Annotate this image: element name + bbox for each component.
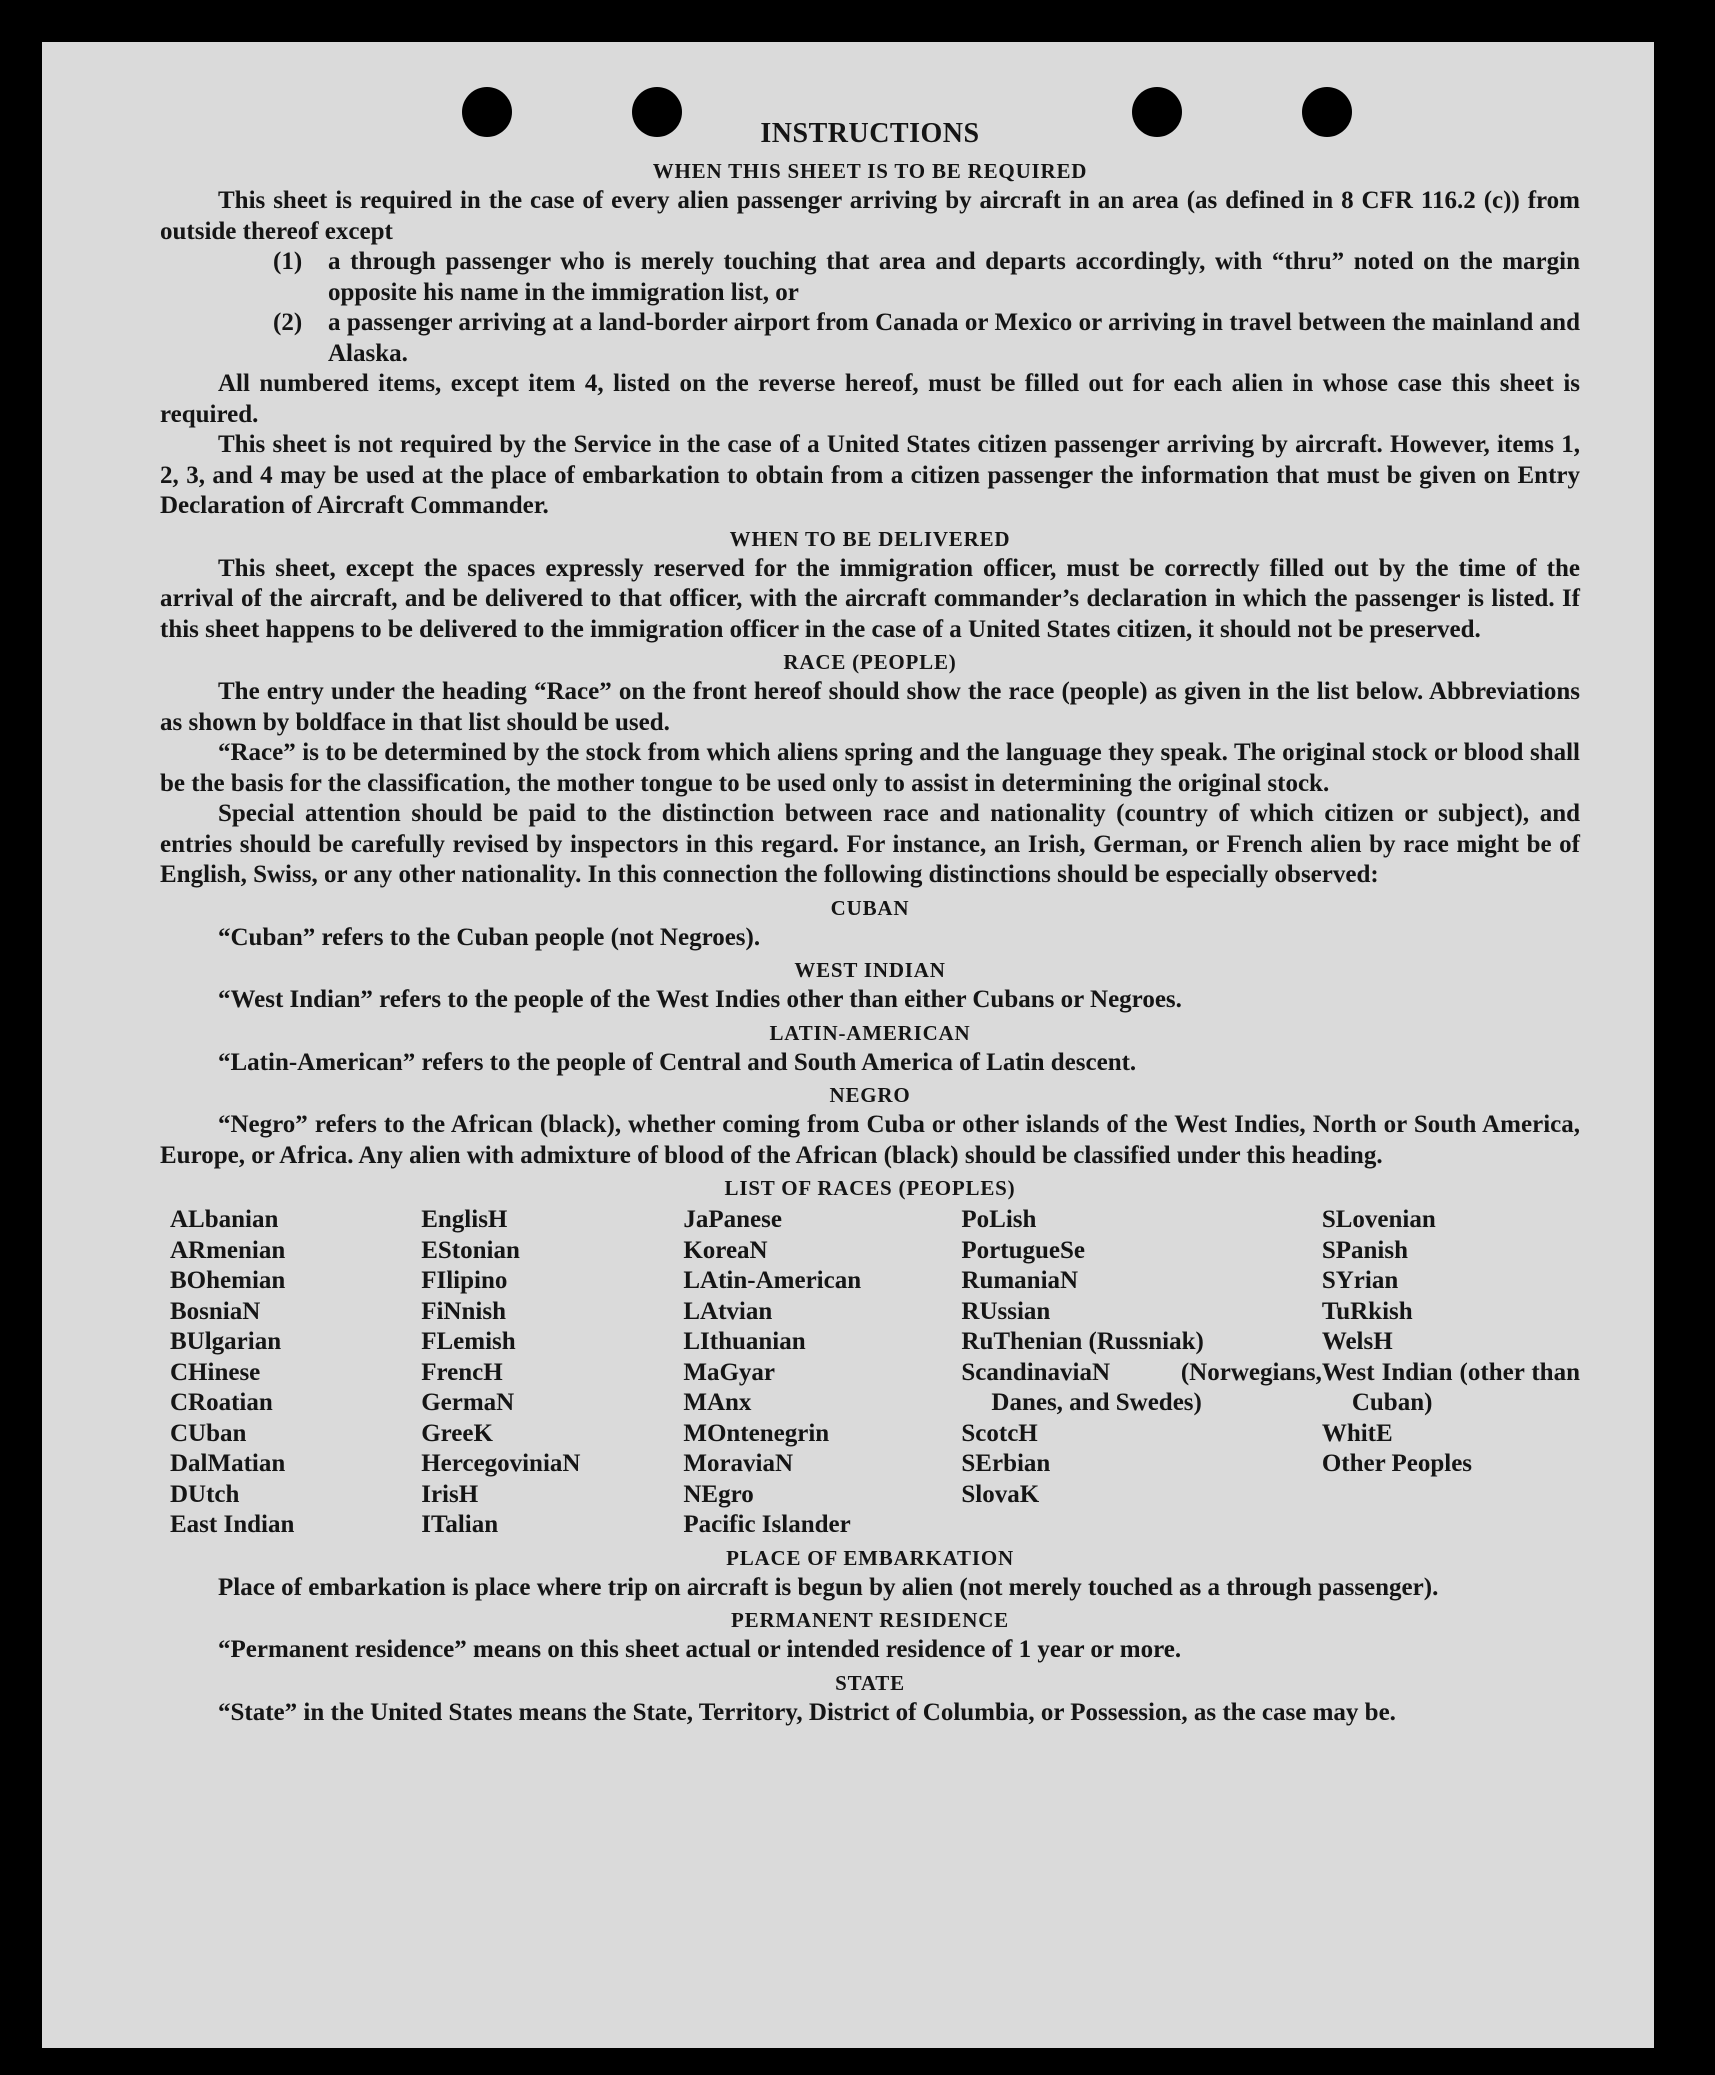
race-entry: WhitE bbox=[1321, 1419, 1393, 1447]
instructions-body bbox=[160, 114, 1580, 1728]
race-entry: HercegoviniaN bbox=[421, 1450, 581, 1477]
race-entry: MoraviaN bbox=[683, 1450, 794, 1477]
races-column bbox=[421, 1205, 683, 1541]
section-heading-embarkation: PLACE OF EMBARKATION bbox=[726, 1545, 1014, 1570]
race-entry: CUban bbox=[170, 1419, 247, 1447]
race-entry: MaGyar bbox=[683, 1358, 775, 1386]
race-entry: JaPanese bbox=[683, 1206, 782, 1233]
race-entry: MAnx bbox=[683, 1389, 752, 1416]
race-entry: BOhemian bbox=[170, 1267, 286, 1294]
document-page bbox=[42, 42, 1654, 2048]
race-entry: ScotcH bbox=[961, 1419, 1038, 1447]
race-entry: NEgro bbox=[683, 1480, 754, 1508]
race-entry: CHinese bbox=[170, 1358, 261, 1386]
race-entry: WelsH bbox=[1321, 1328, 1393, 1355]
race-entry: FrencH bbox=[421, 1358, 503, 1386]
race-entry: CRoatian bbox=[170, 1389, 273, 1416]
section-heading-race: RACE (PEOPLE) bbox=[783, 650, 957, 674]
race-entry: ScandinaviaN (Norwegians, Danes, and Swedes) bbox=[961, 1358, 1322, 1416]
paragraph: The entry under the heading “Race” on the front hereof should show the race (people) as given in the list below. Abbreviations as shown by boldface in that list should be used. bbox=[160, 678, 1580, 736]
race-entry: GreeK bbox=[421, 1419, 493, 1447]
race-entry: West Indian (other than Cuban) bbox=[1321, 1358, 1580, 1416]
race-entry: KoreaN bbox=[683, 1236, 768, 1264]
section-heading-cuban: CUBAN bbox=[830, 895, 910, 920]
paragraph: “Race” is to be determined by the stock from which aliens spring and the language they speak. The original stock or blood shall be the basis for the classification, the mother tongue to be used only to assist in determining the original stock. bbox=[160, 739, 1580, 797]
race-entry: GermaN bbox=[421, 1389, 515, 1416]
paragraph: This sheet is not required by the Service in the case of a United States citizen passenger arriving by aircraft. However, items 1, 2, 3, and 4 may be used at the place of embarkation to obtain from a citizen passenger the information that must be given on Entry Declaration of Aircraft Commander. bbox=[160, 431, 1580, 519]
race-entry: FiNnish bbox=[421, 1297, 506, 1325]
race-entry: ARmenian bbox=[170, 1236, 286, 1264]
race-entry: LIthuanian bbox=[683, 1328, 806, 1355]
race-entry: DUtch bbox=[170, 1480, 240, 1508]
paragraph: “Latin-American” refers to the people of Central and South America of Latin descent. bbox=[218, 1048, 1137, 1076]
paragraph: “State” in the United States means the State, Territory, District of Columbia, or Possession, as the case may be. bbox=[218, 1698, 1396, 1726]
race-entry: Other Peoples bbox=[1321, 1450, 1473, 1477]
race-entry: SLovenian bbox=[1321, 1206, 1436, 1233]
race-entry: RuThenian (Russniak) bbox=[961, 1328, 1204, 1355]
race-entry: ALbanian bbox=[170, 1206, 279, 1233]
race-entry: SYrian bbox=[1321, 1267, 1399, 1294]
race-entry: RumaniaN bbox=[961, 1267, 1079, 1294]
section-heading-list-of-races: LIST OF RACES (PEOPLES) bbox=[724, 1176, 1016, 1200]
item-text: a through passenger who is merely touching that area and departs accordingly, with “thru” noted on the margin opposite his name in the immigration list, or bbox=[328, 248, 1580, 306]
race-entry: SPanish bbox=[1321, 1236, 1408, 1264]
races-list bbox=[160, 1205, 1580, 1541]
item-number: (2) bbox=[273, 309, 303, 336]
race-entry: MOntenegrin bbox=[683, 1419, 830, 1447]
paragraph: “Permanent residence” means on this sheet actual or intended residence of 1 year or more. bbox=[218, 1636, 1182, 1663]
section-heading-west-indian: WEST INDIAN bbox=[794, 958, 946, 982]
item-number: (1) bbox=[273, 248, 303, 275]
races-column bbox=[1322, 1205, 1580, 1541]
race-entry: East Indian bbox=[170, 1511, 295, 1538]
race-entry: RUssian bbox=[961, 1297, 1051, 1325]
race-entry: ITalian bbox=[421, 1511, 499, 1538]
section-heading-state: STATE bbox=[835, 1670, 905, 1695]
paragraph: All numbered items, except item 4, listed on the reverse hereof, must be filled out for each alien in whose case this sheet is required. bbox=[160, 370, 1580, 428]
paragraph: This sheet, except the spaces expressly reserved for the immigration officer, must be correctly filled out by the time of the arrival of the aircraft, and be delivered to that officer, with the aircraft commander’s declaration in which the passenger is listed. If this sheet happens to be delivered to the immigration officer in the case of a United States citizen, it should not be preserved. bbox=[160, 554, 1580, 643]
race-entry: EnglisH bbox=[421, 1206, 508, 1233]
race-entry: IrisH bbox=[421, 1480, 479, 1508]
list-item bbox=[160, 247, 1580, 308]
paragraph: Place of embarkation is place where trip on aircraft is begun by alien (not merely touched as a through passenger). bbox=[218, 1573, 1439, 1601]
page-title: INSTRUCTIONS bbox=[760, 118, 980, 149]
section-heading-negro: NEGRO bbox=[829, 1083, 911, 1107]
race-entry: FIlipino bbox=[421, 1267, 508, 1294]
paragraph: “West Indian” refers to the people of the West Indies other than either Cubans or Negroes. bbox=[218, 986, 1182, 1013]
race-entry: SlovaK bbox=[961, 1480, 1040, 1508]
section-heading-latin-american: LATIN-AMERICAN bbox=[769, 1020, 971, 1045]
section-heading-required: WHEN THIS SHEET IS TO BE REQUIRED bbox=[652, 159, 1088, 183]
item-text: a passenger arriving at a land-border airport from Canada or Mexico or arriving in travel between the mainland and Alaska. bbox=[328, 309, 1580, 367]
paragraph: Special attention should be paid to the distinction between race and nationality (country of which citizen or subject), and entries should be carefully revised by inspectors in this regard. For instance, an Irish, German, or French alien by race might be of English, Swiss, or any other nationality. In this connection the following distinctions should be especially observed: bbox=[160, 800, 1580, 888]
race-entry: EStonian bbox=[421, 1236, 520, 1264]
race-entry: BosniaN bbox=[170, 1297, 261, 1325]
race-entry: DalMatian bbox=[170, 1450, 286, 1477]
races-column bbox=[683, 1205, 961, 1541]
race-entry: FLemish bbox=[421, 1328, 516, 1355]
race-entry: BUlgarian bbox=[170, 1328, 282, 1355]
races-column bbox=[170, 1205, 421, 1541]
list-item bbox=[160, 308, 1580, 369]
race-entry: Pacific Islander bbox=[683, 1511, 851, 1538]
section-heading-residence: PERMANENT RESIDENCE bbox=[731, 1608, 1009, 1632]
race-entry: SErbian bbox=[961, 1450, 1051, 1477]
race-entry: LAtin-American bbox=[683, 1267, 862, 1294]
race-entry: PortugueSe bbox=[961, 1236, 1085, 1264]
paragraph: “Negro” refers to the African (black), whether coming from Cuba or other islands of the West Indies, North or South America, Europe, or Africa. Any alien with admixture of blood of the African (black) should be classified under this heading. bbox=[160, 1111, 1580, 1169]
races-column bbox=[961, 1205, 1321, 1541]
race-entry: PoLish bbox=[961, 1206, 1037, 1233]
race-entry: LAtvian bbox=[683, 1297, 773, 1325]
race-entry: TuRkish bbox=[1321, 1297, 1413, 1325]
section-heading-delivered: WHEN TO BE DELIVERED bbox=[729, 526, 1011, 551]
paragraph: This sheet is required in the case of every alien passenger arriving by aircraft in an area (as defined in 8 CFR 116.2 (c)) from outside thereof except bbox=[160, 187, 1580, 245]
paragraph: “Cuban” refers to the Cuban people (not Negroes). bbox=[218, 923, 761, 951]
